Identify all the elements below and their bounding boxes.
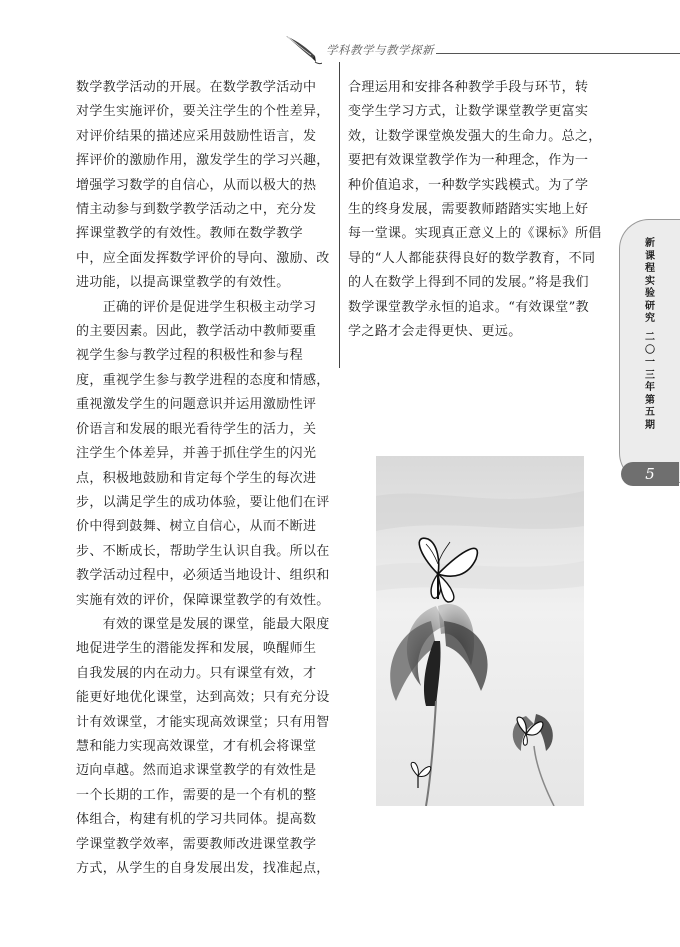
left-column-text-line: 步，以满足学生的成功体验，要让他们在评 <box>76 494 330 510</box>
right-text-column <box>348 76 606 344</box>
left-column-text-line: 视学生参与教学过程的积极性和参与程 <box>76 348 303 364</box>
right-column-text-line: 的人在数学上得到不同的发展。”将是我们 <box>348 275 589 291</box>
right-column-text-line: 变学生学习方式，让数学课堂教学更富实 <box>348 104 589 120</box>
right-column-text-line: 合理运用和安排各种教学手段与环节，转 <box>348 80 589 95</box>
left-column-text-line: 对学生实施评价，要关注学生的个性差异， <box>76 104 330 120</box>
left-column-text-line: 注学生个体差异，并善于抓住学生的闪光 <box>76 446 317 462</box>
left-column-text-line: 点，积极地鼓励和肯定每个学生的每次进 <box>76 470 317 486</box>
section-header-title: 学科教学与教学探新 <box>326 43 434 57</box>
right-column-text-line: 效，让数学课堂焕发强大的生命力。总之， <box>348 128 602 144</box>
left-column-text-line: 方式，从学生的自身发展出发，找准起点， <box>76 861 330 876</box>
left-column-text-line: 对评价结果的描述应采用鼓励性语言，发 <box>76 128 317 144</box>
left-column-text-line: 增强学习数学的自信心，从而以极大的热 <box>76 177 317 193</box>
left-column-text-line: 价中得到鼓舞、树立自信心，从而不断进 <box>76 519 317 535</box>
butterfly-flower-illustration <box>376 456 584 806</box>
left-column-text-line: 中，应全面发挥数学评价的导向、激励、改 <box>76 250 330 266</box>
left-column-text-line: 度，重视学生参与教学进程的态度和情感， <box>76 372 330 388</box>
column-divider <box>339 62 340 368</box>
right-column-text-line: 要把有效课堂教学作为一种理念，作为一 <box>348 153 589 169</box>
left-column-text-line: 正确的评价是促进学生积极主动学习 <box>76 299 317 315</box>
journal-issue: 二〇一三年 第五期 <box>645 332 655 431</box>
left-column-text-line: 价语言和发展的眼光看待学生的活力，关 <box>76 421 317 437</box>
left-column-text-line: 挥评价的激励作用，激发学生的学习兴趣， <box>76 153 330 169</box>
right-column-text-line: 导的“人人都能获得良好的数学教育，不同 <box>348 250 596 266</box>
left-column-text-line: 体组合，构建有机的学习共同体。提高数 <box>76 812 317 828</box>
right-column-text-line: 学之路才会走得更快、更远。 <box>348 324 522 340</box>
right-column-text-line: 种价值追求，一种数学实践模式。为了学 <box>348 177 589 193</box>
left-column-text-line: 情主动参与到数学教学活动之中，充分发 <box>76 202 317 218</box>
quill-pen-icon <box>282 34 322 66</box>
left-column-text-line: 自我发展的内在动力。只有课堂有效，才 <box>76 665 317 681</box>
left-column-text-line: 地促进学生的潜能发挥和发展，唤醒师生 <box>76 641 317 657</box>
left-column-text-line: 进功能，以提高课堂教学的有效性。 <box>76 275 290 291</box>
left-column-text-line: 教学活动过程中，必须适当地设计、组织和 <box>76 568 330 584</box>
page-header <box>0 0 680 70</box>
left-column-text-line: 迈向卓越。然而追求课堂教学的有效性是 <box>76 763 317 779</box>
journal-title: 新课程实验研究 <box>645 238 655 324</box>
journal-side-tab <box>619 219 680 483</box>
header-rule <box>436 53 680 54</box>
left-column-text-line: 能更好地优化课堂，达到高效；只有充分设 <box>76 690 330 706</box>
left-column-text-line: 的主要因素。因此，教学活动中教师要重 <box>76 324 317 340</box>
left-column-text-line: 有效的课堂是发展的课堂，能最大限度 <box>76 616 330 632</box>
left-column-text-line: 重视激发学生的问题意识并运用激励性评 <box>76 397 317 413</box>
left-column-text-line: 计有效课堂，才能实现高效课堂；只有用智 <box>76 714 330 730</box>
left-column-text-line: 步、不断成长，帮助学生认识自我。所以在 <box>76 543 330 559</box>
left-column-text-line: 挥课堂教学的有效性。教师在数学教学 <box>76 226 303 242</box>
left-column-text-line: 学课堂教学效率，需要教师改进课堂教学 <box>76 836 317 852</box>
right-column-text-line: 数学课堂教学永恒的追求。“有效课堂”教 <box>348 299 589 315</box>
left-column-text-line: 一个长期的工作，需要的是一个有机的整 <box>76 787 317 803</box>
right-column-text-line: 每一堂课。实现真正意义上的《课标》所倡 <box>348 226 602 242</box>
left-column-text-line: 实施有效的评价，保障课堂教学的有效性。 <box>76 592 330 608</box>
left-text-column <box>76 76 331 881</box>
left-column-text-line: 慧和能力实现高效课堂，才有机会将课堂 <box>76 738 317 754</box>
left-column-text-line: 数学教学活动的开展。在数学教学活动中 <box>76 80 317 95</box>
right-column-text-line: 生的终身发展，需要教师踏踏实实地上好 <box>348 202 589 218</box>
page-number: 5 <box>621 462 679 486</box>
